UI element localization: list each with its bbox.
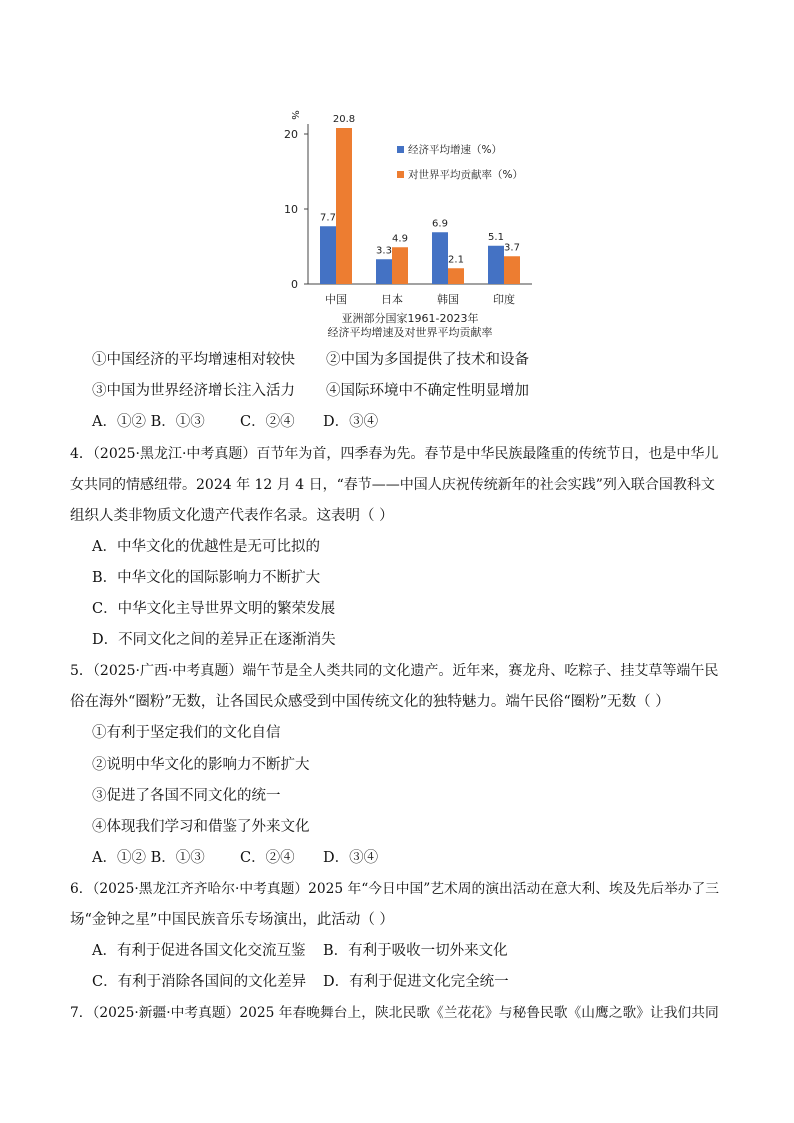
q6-option-b[interactable]: B．有利于吸收一切外来文化 — [323, 943, 508, 959]
y-tick-label: 10 — [284, 203, 298, 216]
q5-option-c[interactable]: C．②④ — [240, 850, 295, 866]
q5-statement-1: ①有利于坚定我们的文化自信 — [92, 725, 281, 741]
y-unit-label: % — [289, 110, 300, 120]
bar-growth-0 — [320, 226, 336, 284]
bar-value-label: 2.1 — [448, 254, 464, 266]
bar-growth-1 — [376, 259, 392, 284]
y-tick-label: 20 — [284, 128, 298, 141]
q3-option-c[interactable]: C．②④ — [240, 414, 295, 430]
q4-option-d[interactable]: D．不同文化之间的差异正在逐渐消失 — [92, 632, 336, 648]
q3-option-d[interactable]: D．③④ — [323, 414, 379, 430]
chart-svg — [270, 95, 540, 345]
bar-value-label: 4.9 — [392, 233, 408, 245]
q4-option-c[interactable]: C．中华文化主导世界文明的繁荣发展 — [92, 601, 336, 617]
bar-value-label: 6.9 — [432, 218, 448, 230]
legend-label-0: 经济平均增速（%） — [408, 144, 502, 156]
q3-statement-3: ③中国为世界经济增长注入活力 — [92, 383, 295, 399]
bar-contribution-0 — [336, 128, 352, 284]
q5-statement-4: ④体现我们学习和借鉴了外来文化 — [92, 819, 310, 835]
q5-statement-3: ③促进了各国不同文化的统一 — [92, 788, 281, 804]
q4-stem-line-3: 组织人类非物质文化遗产代表作名录。这表明（ ） — [70, 508, 394, 524]
q6-option-d[interactable]: D．有利于促进文化完全统一 — [323, 974, 509, 990]
y-tick-label: 0 — [291, 278, 298, 291]
q6-stem-line-2: 场“金钟之星”中国民族音乐专场演出，此活动（ ） — [70, 912, 394, 928]
q3-statement-4: ④国际环境中不确定性明显增加 — [326, 383, 529, 399]
q3-statement-2: ②中国为多国提供了技术和设备 — [326, 352, 529, 368]
q6-option-a[interactable]: A．有利于促进各国文化交流互鉴 — [92, 943, 306, 959]
bar-chart — [270, 95, 540, 345]
x-tick-label: 中国 — [325, 293, 347, 306]
q5-option-ab[interactable]: A．①② B．①③ — [92, 850, 205, 866]
chart-caption-line-1: 亚洲部分国家1961-2023年 — [341, 312, 479, 325]
legend-swatch-1 — [397, 171, 404, 178]
q5-statement-2: ②说明中华文化的影响力不断扩大 — [92, 757, 310, 773]
x-tick-label: 日本 — [381, 293, 403, 306]
x-tick-label: 韩国 — [437, 293, 459, 306]
q5-option-d[interactable]: D．③④ — [323, 850, 379, 866]
q3-option-ab[interactable]: A．①② B．①③ — [92, 414, 205, 430]
q4-stem-line-1: 4．（2025·黑龙江·中考真题）百节年为首，四季春为先。春节是中华民族最隆重的传统节日，也是中华儿 — [70, 446, 719, 462]
bar-contribution-2 — [448, 268, 464, 284]
q6-stem-line-1: 6．（2025·黑龙江齐齐哈尔·中考真题）2025 年“今日中国”艺术周的演出活动在意大利、埃及先后举办了三 — [70, 881, 720, 897]
q4-option-b[interactable]: B．中华文化的国际影响力不断扩大 — [92, 570, 321, 586]
bar-value-label: 3.7 — [504, 242, 520, 254]
q5-stem-line-2: 俗在海外“圈粉”无数，让各国民众感受到中国传统文化的独特魅力。端午民俗“圈粉”无数（ ） — [70, 694, 670, 710]
bar-contribution-1 — [392, 247, 408, 284]
x-tick-label: 印度 — [493, 293, 515, 306]
bar-contribution-3 — [504, 256, 520, 284]
bar-value-label: 3.3 — [376, 245, 392, 257]
q4-stem-line-2: 女共同的情感纽带。2024 年 12 月 4 日，“春节——中国人庆祝传统新年的社会实践”列入联合国教科文 — [70, 477, 715, 493]
legend-label-1: 对世界平均贡献率（%） — [408, 169, 523, 181]
q6-option-c[interactable]: C．有利于消除各国间的文化差异 — [92, 974, 307, 990]
bar-value-label: 20.8 — [332, 114, 356, 125]
bar-growth-2 — [432, 232, 448, 284]
chart-caption-line-2: 经济平均增速及对世界平均贡献率 — [327, 326, 493, 339]
legend-swatch-0 — [397, 146, 404, 153]
q5-stem-line-1: 5．（2025·广西·中考真题）端午节是全人类共同的文化遗产。近年来，赛龙舟、吃粽子、挂艾草等端午民 — [70, 663, 719, 679]
q3-statement-1: ①中国经济的平均增速相对较快 — [92, 352, 295, 368]
bar-value-label: 5.1 — [488, 231, 504, 243]
q4-option-a[interactable]: A．中华文化的优越性是无可比拟的 — [92, 539, 320, 555]
bar-growth-3 — [488, 246, 504, 284]
bar-value-label: 7.7 — [320, 212, 336, 224]
q7-stem-line-1: 7．（2025·新疆·中考真题）2025 年春晚舞台上，陕北民歌《兰花花》与秘鲁民歌《山鹰之歌》让我们共同 — [70, 1005, 719, 1021]
